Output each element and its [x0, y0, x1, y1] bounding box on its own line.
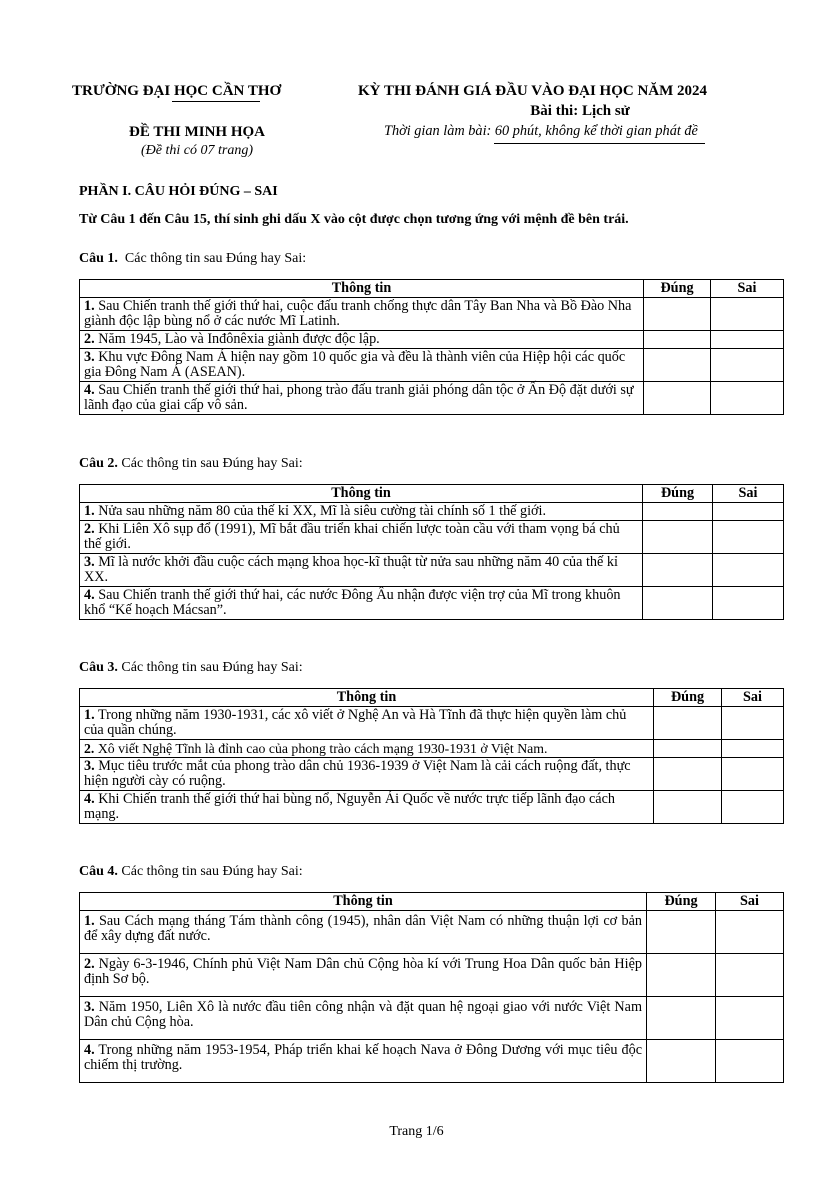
- header-true: Đúng: [647, 893, 716, 911]
- true-answer-cell[interactable]: [644, 331, 711, 349]
- true-answer-cell[interactable]: [654, 707, 722, 740]
- header-true: Đúng: [654, 689, 722, 707]
- table-row: [80, 740, 784, 758]
- false-answer-cell[interactable]: [711, 349, 784, 382]
- statement: 3. Mục tiêu trước mắt của phong trào dân chủ 1936-1939 ở Việt Nam là cải cách ruộng đất, thực hiện người cày có ruộng.: [80, 758, 654, 791]
- true-answer-cell[interactable]: [644, 382, 711, 415]
- true-answer-cell[interactable]: [644, 298, 711, 331]
- header-false: Sai: [711, 280, 784, 298]
- table-row: [80, 382, 784, 415]
- true-answer-cell[interactable]: [647, 911, 716, 954]
- statement: 1. Trong những năm 1930-1931, các xô viết ở Nghệ An và Hà Tĩnh đã thực hiện quyền làm chủ của quần chúng.: [80, 707, 654, 740]
- statement: 3. Mĩ là nước khởi đầu cuộc cách mạng khoa học-kĩ thuật từ nửa sau những năm 40 của thế kỉ XX.: [80, 554, 643, 587]
- table-row: [80, 298, 784, 331]
- part-instruction: Từ Câu 1 đến Câu 15, thí sinh ghi dấu X vào cột được chọn tương ứng với mệnh đề bên trái.: [79, 212, 629, 227]
- statement: 4. Sau Chiến tranh thế giới thứ hai, các nước Đông Âu nhận được viện trợ của Mĩ trong khuôn khổ “Kế hoạch Mácsan”.: [80, 587, 643, 620]
- header-true: Đúng: [644, 280, 711, 298]
- question-prompt: Các thông tin sau Đúng hay Sai:: [124, 251, 307, 266]
- table-row: [80, 758, 784, 791]
- true-answer-cell[interactable]: [654, 758, 722, 791]
- question-4-table: [79, 892, 784, 1083]
- false-answer-cell[interactable]: [713, 554, 784, 587]
- false-answer-cell[interactable]: [711, 298, 784, 331]
- page-number: Trang 1/6: [389, 1124, 444, 1139]
- table-row: [80, 954, 784, 997]
- question-4-heading: [79, 864, 303, 880]
- table-row: [80, 554, 784, 587]
- header-false: Sai: [713, 485, 784, 503]
- header-true: Đúng: [643, 485, 713, 503]
- question-2-table: [79, 484, 784, 620]
- statement: 4. Sau Chiến tranh thế giới thứ hai, phong trào đấu tranh giải phóng dân tộc ở Ấn Độ đặt dưới sự lãnh đạo của giai cấp vô sản.: [80, 382, 644, 415]
- true-answer-cell[interactable]: [643, 554, 713, 587]
- question-1-table: [79, 279, 784, 415]
- false-answer-cell[interactable]: [711, 382, 784, 415]
- true-answer-cell[interactable]: [654, 740, 722, 758]
- question-prompt: Các thông tin sau Đúng hay Sai:: [121, 456, 303, 471]
- true-answer-cell[interactable]: [644, 349, 711, 382]
- statement: 1. Sau Cách mạng tháng Tám thành công (1945), nhân dân Việt Nam có những thuận lợi cơ bản để xây dựng đất nước.: [80, 911, 647, 954]
- table-row: [80, 911, 784, 954]
- school-name: TRƯỜNG ĐẠI HỌC CẦN THƠ: [72, 83, 282, 99]
- question-2-heading: [79, 456, 303, 472]
- false-answer-cell[interactable]: [711, 331, 784, 349]
- false-answer-cell[interactable]: [716, 911, 784, 954]
- header-false: Sai: [716, 893, 784, 911]
- statement: 2. Xô viết Nghệ Tĩnh là đỉnh cao của phong trào cách mạng 1930-1931 ở Việt Nam.: [80, 740, 654, 758]
- table-row: [80, 707, 784, 740]
- statement: 1. Nửa sau những năm 80 của thế kỉ XX, Mĩ là siêu cường tài chính số 1 thế giới.: [80, 503, 643, 521]
- false-answer-cell[interactable]: [716, 997, 784, 1040]
- table-row: [80, 503, 784, 521]
- statement: 2. Năm 1945, Lào và Inđônêxia giành được độc lập.: [80, 331, 644, 349]
- sample-label: ĐỀ THI MINH HỌA: [129, 124, 265, 140]
- header-info: Thông tin: [80, 485, 643, 503]
- true-answer-cell[interactable]: [647, 1040, 716, 1083]
- true-answer-cell[interactable]: [643, 521, 713, 554]
- exam-title: KỲ THI ĐÁNH GIÁ ĐẦU VÀO ĐẠI HỌC NĂM 2024: [358, 83, 708, 99]
- statement: 4. Trong những năm 1953-1954, Pháp triển khai kế hoạch Nava ở Đông Dương với mục tiêu độc chiếm thị trường.: [80, 1040, 647, 1083]
- table-row: [80, 1040, 784, 1083]
- table-row: [80, 331, 784, 349]
- true-answer-cell[interactable]: [654, 791, 722, 824]
- false-answer-cell[interactable]: [716, 1040, 784, 1083]
- subject: Bài thi: Lịch sử: [530, 103, 630, 119]
- time-note: Thời gian làm bài: 60 phút, không kể thời gian phát đề: [384, 123, 698, 139]
- header-info: Thông tin: [80, 893, 647, 911]
- header-info: Thông tin: [80, 280, 644, 298]
- statement: 3. Khu vực Đông Nam Á hiện nay gồm 10 quốc gia và đều là thành viên của Hiệp hội các quốc gia Đông Nam Á (ASEAN).: [80, 349, 644, 382]
- statement: 1. Sau Chiến tranh thế giới thứ hai, cuộc đấu tranh chống thực dân Tây Ban Nha và Bồ Đào Nha giành độc lập bùng nổ ở các nước Mĩ Latinh.: [80, 298, 644, 331]
- question-prompt: Các thông tin sau Đúng hay Sai:: [121, 864, 303, 879]
- question-3-table: [79, 688, 784, 824]
- table-row: [80, 997, 784, 1040]
- false-answer-cell[interactable]: [722, 758, 784, 791]
- header-info: Thông tin: [80, 689, 654, 707]
- false-answer-cell[interactable]: [713, 503, 784, 521]
- false-answer-cell[interactable]: [713, 587, 784, 620]
- question-prompt: Các thông tin sau Đúng hay Sai:: [121, 660, 303, 675]
- table-row: [80, 521, 784, 554]
- true-answer-cell[interactable]: [643, 503, 713, 521]
- false-answer-cell[interactable]: [722, 707, 784, 740]
- table-row: [80, 587, 784, 620]
- statement: 3. Năm 1950, Liên Xô là nước đầu tiên công nhận và đặt quan hệ ngoại giao với nước Việt Nam Dân chủ Cộng hòa.: [80, 997, 647, 1040]
- question-1-heading: [79, 251, 306, 267]
- question-3-heading: [79, 660, 303, 676]
- true-answer-cell[interactable]: [647, 954, 716, 997]
- question-label: Câu 4.: [79, 864, 118, 879]
- statement: 4. Khi Chiến tranh thế giới thứ hai bùng nổ, Nguyễn Ái Quốc về nước trực tiếp lãnh đạo cách mạng.: [80, 791, 654, 824]
- statement: 2. Khi Liên Xô sụp đổ (1991), Mĩ bắt đầu triển khai chiến lược toàn cầu với tham vọng bá chủ thế giới.: [80, 521, 643, 554]
- header-false: Sai: [722, 689, 784, 707]
- time-underline: [494, 143, 705, 144]
- false-answer-cell[interactable]: [713, 521, 784, 554]
- table-row: [80, 791, 784, 824]
- false-answer-cell[interactable]: [722, 740, 784, 758]
- true-answer-cell[interactable]: [647, 997, 716, 1040]
- part-title: PHẦN I. CÂU HỎI ĐÚNG – SAI: [79, 184, 278, 199]
- school-underline: [172, 101, 260, 102]
- pages-note: (Đề thi có 07 trang): [141, 143, 253, 158]
- question-label: Câu 2.: [79, 456, 118, 471]
- false-answer-cell[interactable]: [716, 954, 784, 997]
- true-answer-cell[interactable]: [643, 587, 713, 620]
- statement: 2. Ngày 6-3-1946, Chính phủ Việt Nam Dân chủ Cộng hòa kí với Trung Hoa Dân quốc bản Hiệp định Sơ bộ.: [80, 954, 647, 997]
- false-answer-cell[interactable]: [722, 791, 784, 824]
- question-label: Câu 3.: [79, 660, 118, 675]
- question-label: Câu 1.: [79, 251, 118, 266]
- table-row: [80, 349, 784, 382]
